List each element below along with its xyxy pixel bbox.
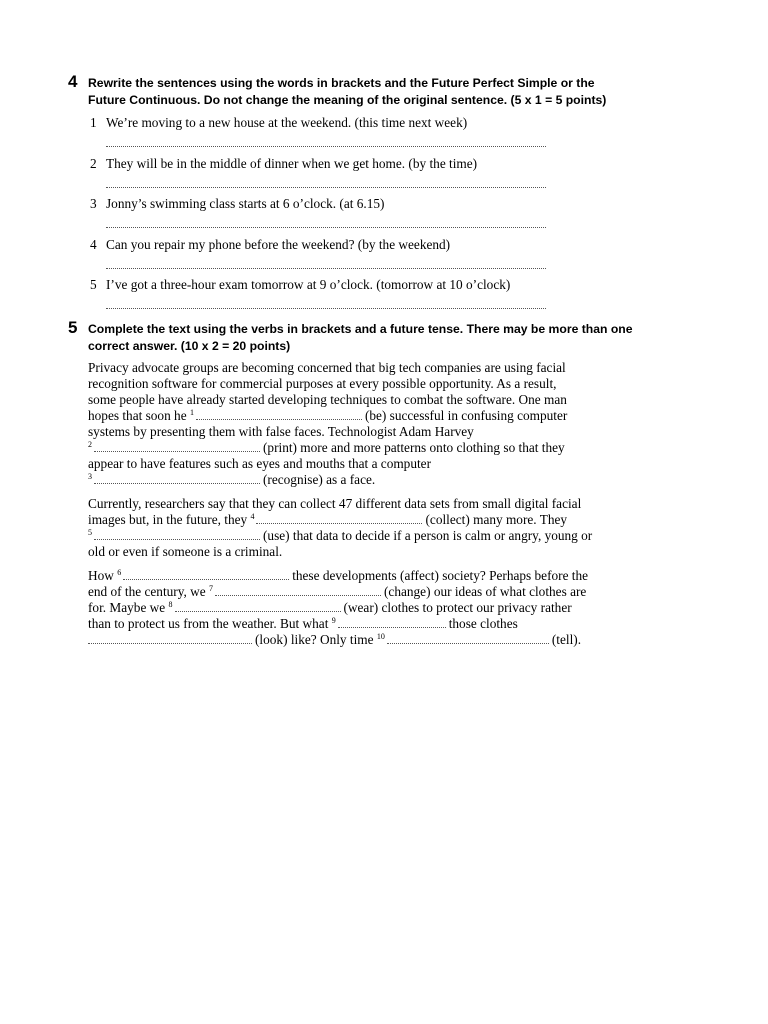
exercise-5-number: 5 <box>68 318 78 337</box>
text-line <box>88 568 588 584</box>
gap-number: 2 <box>88 440 92 449</box>
text-fragment: (change) our ideas of what clothes are <box>383 584 587 599</box>
question-text: I’ve got a three-hour exam tomorrow at 9 o’clock. (tomorrow at 10 o’clock) <box>106 277 511 292</box>
gap-9-blank[interactable] <box>338 616 446 628</box>
exercise-4-instruction-line1: Rewrite the sentences using the words in brackets and the Future Perfect Simple or the <box>88 76 595 90</box>
gap-number: 10 <box>376 632 385 641</box>
question-number: 4 <box>90 237 97 252</box>
gap-number: 1 <box>189 408 194 417</box>
text-line: some people have already started developing techniques to combat the software. One man <box>88 392 567 407</box>
answer-line[interactable] <box>106 146 546 147</box>
question-text: They will be in the middle of dinner when we get home. (by the time) <box>106 156 478 171</box>
question-number: 3 <box>90 196 97 211</box>
gap-2-blank[interactable] <box>94 440 260 452</box>
text-line: Currently, researchers say that they can collect 47 different data sets from small digital facial <box>88 496 582 511</box>
text-fragment: those clothes <box>448 616 518 631</box>
text-line: recognition software for commercial purposes at every possible opportunity. As a result, <box>88 376 557 391</box>
text-fragment: (collect) many more. They <box>425 512 568 527</box>
answer-line[interactable] <box>106 187 546 188</box>
text-fragment: images but, in the future, they <box>88 512 248 527</box>
gap-6-blank[interactable] <box>123 568 289 580</box>
text-fragment: hopes that soon he <box>88 408 187 423</box>
text-line <box>88 408 567 424</box>
gap-5-blank[interactable] <box>94 528 260 540</box>
text-fragment: for. Maybe we <box>88 600 166 615</box>
answer-line[interactable] <box>106 268 546 269</box>
question-number: 2 <box>90 156 97 171</box>
question-number: 1 <box>90 115 97 130</box>
text-line <box>88 584 586 600</box>
text-line <box>88 632 581 648</box>
text-fragment: (look) like? Only time <box>255 632 374 647</box>
gap-8-blank[interactable] <box>175 600 341 612</box>
gap-3-blank[interactable] <box>94 472 260 484</box>
text-fragment: (recognise) as a face. <box>263 472 376 487</box>
gap-7-blank[interactable] <box>215 584 381 596</box>
gap-number: 7 <box>208 584 213 593</box>
gap-number: 3 <box>88 472 92 481</box>
text-line: old or even if someone is a criminal. <box>88 544 283 559</box>
text-fragment: than to protect us from the weather. But what <box>88 616 329 631</box>
question-number: 5 <box>90 277 97 292</box>
exercise-5-instruction-line1: Complete the text using the verbs in brackets and a future tense. There may be more than one <box>88 322 633 336</box>
gap-number: 5 <box>88 528 92 537</box>
text-fragment: these developments (affect) society? Perhaps before the <box>292 568 589 583</box>
text-fragment: (tell). <box>551 632 582 647</box>
gap-number: 4 <box>250 512 255 521</box>
gap-number: 9 <box>331 616 336 625</box>
text-fragment: (print) more and more patterns onto clothing so that they <box>263 440 565 455</box>
text-fragment: How <box>88 568 114 583</box>
text-line <box>88 616 518 632</box>
exercise-5-instruction-line2: correct answer. (10 x 2 = 20 points) <box>88 339 291 353</box>
question-text: We’re moving to a new house at the weekend. (this time next week) <box>106 115 468 130</box>
text-fragment: (use) that data to decide if a person is calm or angry, young or <box>263 528 593 543</box>
text-line: systems by presenting them with false faces. Technologist Adam Harvey <box>88 424 474 439</box>
text-line <box>88 512 567 528</box>
text-line <box>88 472 375 488</box>
text-line <box>88 600 572 616</box>
exercise-4-number: 4 <box>68 72 78 91</box>
text-line <box>88 440 565 456</box>
text-fragment: (be) successful in confusing computer <box>364 408 568 423</box>
answer-line[interactable] <box>106 227 546 228</box>
text-line: appear to have features such as eyes and mouths that a computer <box>88 456 432 471</box>
gap-9-blank-continued[interactable] <box>88 632 252 644</box>
gap-4-blank[interactable] <box>256 512 422 524</box>
question-text: Jonny’s swimming class starts at 6 o’clock. (at 6.15) <box>106 196 385 211</box>
gap-number: 8 <box>168 600 173 609</box>
text-fragment: (wear) clothes to protect our privacy rather <box>343 600 572 615</box>
text-fragment: end of the century, we <box>88 584 206 599</box>
gap-1-blank[interactable] <box>196 408 362 420</box>
answer-line[interactable] <box>106 308 546 309</box>
gap-10-blank[interactable] <box>387 632 549 644</box>
gap-number: 6 <box>117 568 122 577</box>
text-line: Privacy advocate groups are becoming concerned that big tech companies are using facial <box>88 360 566 375</box>
text-line <box>88 528 592 544</box>
exercise-4-instruction-line2: Future Continuous. Do not change the meaning of the original sentence. (5 x 1 = 5 points) <box>88 93 607 107</box>
question-text: Can you repair my phone before the weekend? (by the weekend) <box>106 237 451 252</box>
